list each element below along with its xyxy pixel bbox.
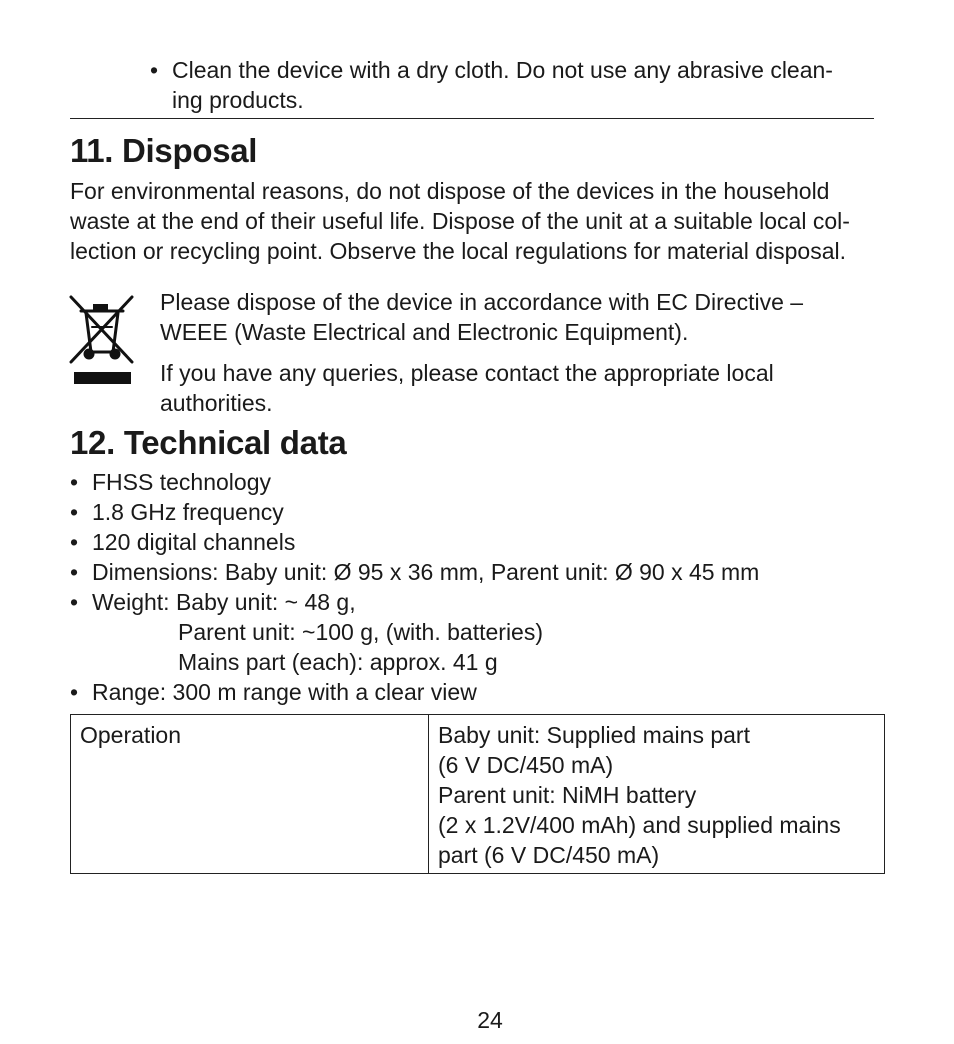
list-item	[70, 557, 930, 587]
spec-text: Weight: Baby unit: ~ 48 g,	[92, 589, 356, 615]
disposal-heading: 11. Disposal	[70, 132, 258, 169]
technical-specs-list	[70, 467, 930, 707]
query-line-1: If you have any queries, please contact the appropriate local	[160, 360, 774, 386]
list-item	[70, 587, 930, 617]
list-item	[70, 677, 930, 707]
weee-line-2: WEEE (Waste Electrical and Electronic Equipment).	[160, 319, 689, 345]
table-row	[71, 715, 885, 874]
list-item	[70, 497, 930, 527]
bullet-marker: •	[70, 499, 79, 525]
page-number: 24	[477, 1007, 503, 1033]
list-item	[70, 527, 930, 557]
care-bullet-text	[172, 55, 872, 115]
care-line-2: ing products.	[172, 87, 304, 113]
operation-value-line: Baby unit: Supplied mains part	[438, 722, 750, 748]
disposal-line-1: For environmental reasons, do not dispose of the devices in the household	[70, 178, 830, 204]
operation-value-line: part (6 V DC/450 mA)	[438, 842, 660, 868]
operation-value-line: (6 V DC/450 mA)	[438, 752, 614, 778]
bullet-marker: •	[150, 57, 159, 83]
operation-value-cell	[429, 715, 885, 874]
spec-text: 120 digital channels	[92, 529, 296, 555]
bullet-marker: •	[70, 559, 79, 585]
spec-text: 1.8 GHz frequency	[92, 499, 284, 525]
operation-value-line: Parent unit: NiMH battery	[438, 782, 697, 808]
weee-line-1: Please dispose of the device in accordance with EC Directive –	[160, 289, 804, 315]
bullet-marker: •	[70, 469, 79, 495]
spec-text: Dimensions: Baby unit: Ø 95 x 36 mm, Parent unit: Ø 90 x 45 mm	[92, 559, 760, 585]
disposal-paragraph	[70, 176, 900, 266]
queries-text	[160, 358, 860, 418]
weight-continuation: Mains part (each): approx. 41 g	[178, 649, 498, 675]
technical-data-heading: 12. Technical data	[70, 424, 347, 461]
spec-text: Range: 300 m range with a clear view	[92, 679, 477, 705]
bullet-marker: •	[70, 679, 79, 705]
disposal-line-3: lection or recycling point. Observe the local regulations for material disposal.	[70, 238, 846, 264]
operation-value-line: (2 x 1.2V/400 mAh) and supplied mains	[438, 812, 841, 838]
weight-continuation: Parent unit: ~100 g, (with. batteries)	[178, 619, 544, 645]
operation-table	[70, 714, 885, 874]
bullet-marker: •	[70, 529, 79, 555]
operation-label-cell: Operation	[71, 715, 429, 874]
weee-directive-text	[160, 287, 860, 347]
spec-text: FHSS technology	[92, 469, 271, 495]
query-line-2: authorities.	[160, 390, 273, 416]
section-divider	[70, 118, 874, 119]
list-item	[70, 467, 930, 497]
bullet-marker: •	[70, 589, 79, 615]
crossed-out-wheelie-bin-icon	[68, 292, 136, 388]
care-line-1: Clean the device with a dry cloth. Do not use any abrasive clean-	[172, 57, 833, 83]
disposal-line-2: waste at the end of their useful life. Dispose of the unit at a suitable local col-	[70, 208, 850, 234]
